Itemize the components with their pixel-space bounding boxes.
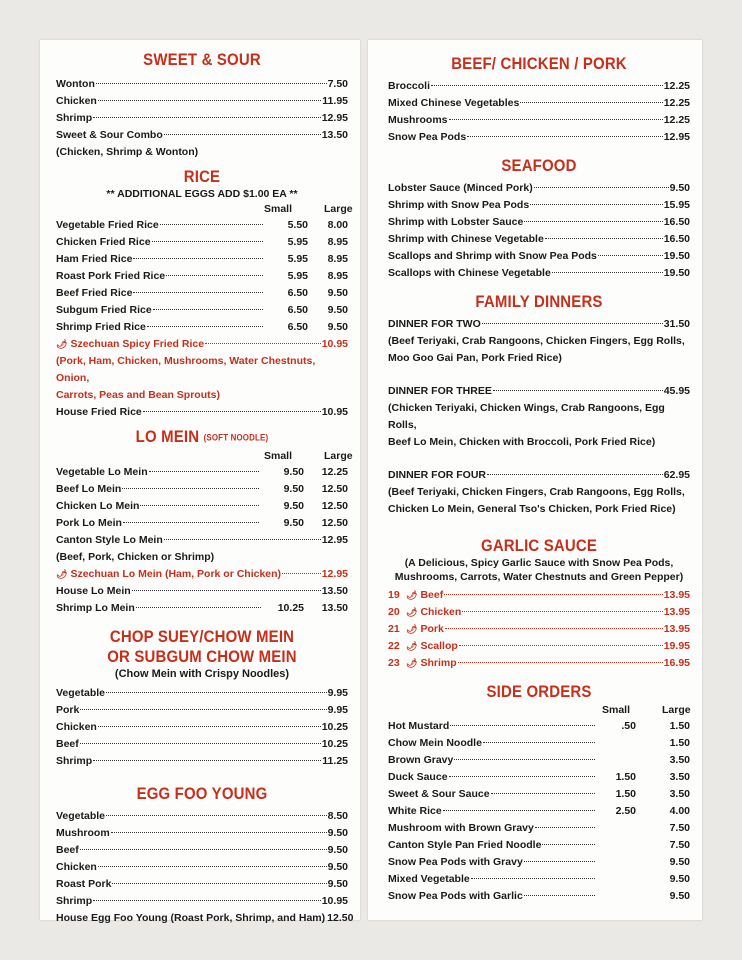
menu-item bbox=[388, 718, 690, 735]
item-name: Ham Fried Rice bbox=[56, 253, 133, 265]
menu-item bbox=[388, 655, 690, 672]
item-number: 20 bbox=[388, 606, 400, 618]
menu-item bbox=[56, 825, 348, 842]
item-name: Hot Mustard bbox=[388, 720, 450, 732]
item-price-large: 1.50 bbox=[669, 737, 690, 749]
section-title-chop-suey-1: CHOP SUEY/CHOW MEIN bbox=[109, 626, 295, 646]
menu-item bbox=[388, 383, 690, 400]
item-price-large: 4.00 bbox=[669, 805, 690, 817]
item-price: 12.25 bbox=[663, 114, 690, 126]
item-price-large: 1.50 bbox=[669, 720, 690, 732]
menu-item bbox=[56, 685, 348, 702]
menu-item bbox=[388, 871, 690, 888]
menu-item bbox=[56, 251, 348, 268]
item-name: Wonton bbox=[56, 78, 95, 90]
item-name: Chow Mein Noodle bbox=[388, 737, 482, 749]
item-price: 12.25 bbox=[663, 97, 690, 109]
item-price: 13.50 bbox=[321, 129, 348, 141]
menu-column-right bbox=[368, 40, 702, 920]
dinner-price: 45.95 bbox=[663, 385, 690, 397]
chili-pepper-icon: 🌶 bbox=[406, 607, 418, 617]
item-price-small: 5.95 bbox=[287, 236, 308, 248]
item-price-small: 1.50 bbox=[615, 788, 636, 800]
item-price: 19.50 bbox=[663, 250, 690, 262]
menu-item bbox=[56, 498, 348, 515]
menu-item bbox=[388, 621, 690, 638]
item-price: 12.25 bbox=[663, 80, 690, 92]
item-price-large: 12.50 bbox=[321, 516, 348, 529]
section-title-rice: RICE bbox=[183, 167, 221, 186]
item-price: 9.50 bbox=[327, 860, 348, 873]
item-name: Mushroom bbox=[56, 826, 110, 839]
item-price: 15.95 bbox=[663, 199, 690, 211]
item-name: Shrimp with Lobster Sauce bbox=[388, 216, 524, 228]
menu-item bbox=[388, 248, 690, 265]
section-title-beef-chicken-pork: BEEF/ CHICKEN / PORK bbox=[451, 54, 627, 73]
item-name: Pork Lo Mein bbox=[56, 516, 122, 529]
item-name: Brown Gravy bbox=[388, 754, 454, 766]
item-number: 19 bbox=[388, 589, 400, 601]
item-price-large: 8.00 bbox=[327, 219, 348, 231]
item-number: 23 bbox=[388, 657, 400, 669]
chili-pepper-icon: 🌶 bbox=[406, 590, 418, 600]
menu-item bbox=[388, 638, 690, 655]
dinner-description: (Beef Teriyaki, Crab Rangoons, Chicken Fingers, Egg Rolls, bbox=[388, 335, 685, 347]
canton-lo-mein-desc: (Beef, Pork, Chicken or Shrimp) bbox=[56, 550, 215, 563]
item-name: Broccoli bbox=[388, 80, 431, 92]
item-price-small: 6.50 bbox=[287, 287, 308, 299]
item-name: Shrimp Fried Rice bbox=[56, 321, 146, 333]
item-name: Roast Pork bbox=[56, 877, 112, 890]
item-price: 9.50 bbox=[327, 826, 348, 839]
item-name: Pork bbox=[56, 703, 80, 716]
chili-pepper-icon: 🌶 bbox=[56, 568, 68, 579]
item-price: 10.25 bbox=[321, 720, 348, 733]
item-name: Beef bbox=[56, 737, 79, 750]
menu-item bbox=[56, 268, 348, 285]
item-price-small: 6.50 bbox=[287, 321, 308, 333]
menu-item bbox=[56, 702, 348, 719]
item-price: 16.50 bbox=[663, 216, 690, 228]
item-price-large: 9.50 bbox=[327, 287, 348, 299]
item-price-large: 9.50 bbox=[669, 873, 690, 885]
rice-note: ** ADDITIONAL EGGS ADD $1.00 EA ** bbox=[106, 188, 298, 200]
menu-item bbox=[388, 95, 690, 112]
menu-item bbox=[56, 76, 348, 93]
section-title-egg-foo-young: EGG FOO YOUNG bbox=[136, 783, 268, 803]
menu-item bbox=[388, 78, 690, 95]
item-name: Chicken bbox=[56, 720, 97, 733]
menu-item bbox=[388, 837, 690, 854]
menu-item bbox=[388, 604, 690, 621]
col-small-label: Small bbox=[602, 704, 631, 716]
combo-description: (Chicken, Shrimp & Wonton) bbox=[56, 146, 199, 158]
menu-item bbox=[388, 197, 690, 214]
chili-pepper-icon: 🌶 bbox=[406, 641, 418, 651]
dinner-name: DINNER FOR FOUR bbox=[388, 469, 486, 481]
item-name: Vegetable bbox=[56, 809, 106, 822]
chili-pepper-icon: 🌶 bbox=[406, 658, 418, 668]
menu-item bbox=[56, 515, 348, 532]
item-name: Mushroom with Brown Gravy bbox=[388, 822, 534, 834]
menu-item bbox=[56, 110, 348, 127]
menu-item bbox=[56, 808, 348, 825]
item-name: Roast Pork Fried Rice bbox=[56, 270, 166, 282]
dinner-description: Moo Goo Gai Pan, Pork Fried Rice) bbox=[388, 352, 562, 364]
dinner-description: (Chicken Teriyaki, Chicken Wings, Crab Rangoons, Egg Rolls, bbox=[388, 402, 665, 431]
item-price-large: 12.50 bbox=[321, 499, 348, 512]
item-price: 10.95 bbox=[321, 894, 348, 907]
side-column-headers bbox=[388, 702, 690, 718]
item-price-large: 8.95 bbox=[327, 236, 348, 248]
menu-item bbox=[388, 786, 690, 803]
item-name: Duck Sauce bbox=[388, 771, 448, 783]
item-price: 16.95 bbox=[663, 657, 690, 669]
menu-item: House Fried Rice 10.95 bbox=[56, 406, 348, 418]
menu-item bbox=[56, 285, 348, 302]
menu-item bbox=[56, 876, 348, 893]
item-name: Chicken bbox=[56, 860, 97, 873]
section-title-lo-mein: LO MEIN (SOFT NOODLE) bbox=[135, 427, 269, 446]
item-name: White Rice bbox=[388, 805, 442, 817]
menu-item bbox=[388, 803, 690, 820]
menu-item bbox=[388, 265, 690, 282]
item-price-small: 9.50 bbox=[283, 465, 304, 478]
item-name: Scallops with Chinese Vegetable bbox=[388, 267, 551, 279]
item-price: 9.95 bbox=[327, 703, 348, 716]
item-number: 21 bbox=[388, 623, 400, 635]
item-name: Sweet & Sour Sauce bbox=[388, 788, 490, 800]
item-name: Shrimp bbox=[56, 754, 93, 767]
item-price: 12.95 bbox=[663, 131, 690, 143]
menu-item bbox=[56, 93, 348, 110]
item-price: 13.95 bbox=[663, 623, 690, 635]
item-price-small: 9.50 bbox=[283, 482, 304, 495]
item-name: Chicken Lo Mein bbox=[56, 499, 140, 512]
menu-item bbox=[56, 217, 348, 234]
szechuan-rice-desc-2: Carrots, Peas and Bean Sprouts) bbox=[56, 389, 220, 401]
item-price: 19.95 bbox=[663, 640, 690, 652]
item-name: Pork bbox=[420, 623, 444, 635]
item-price-small: 5.50 bbox=[287, 219, 308, 231]
item-price-large: 12.25 bbox=[321, 465, 348, 478]
menu-item bbox=[388, 735, 690, 752]
szechuan-rice-desc-1: (Pork, Ham, Chicken, Mushrooms, Water Chestnuts, Onion, bbox=[56, 355, 316, 384]
item-name: Snow Pea Pods with Gravy bbox=[388, 856, 523, 868]
item-price: 10.25 bbox=[321, 737, 348, 750]
menu-item bbox=[388, 180, 690, 197]
garlic-desc-2: Mushrooms, Carrots, Water Chestnuts and Green Pepper) bbox=[394, 571, 684, 583]
chili-pepper-icon: 🌶 bbox=[56, 339, 68, 349]
chili-pepper-icon: 🌶 bbox=[406, 624, 418, 634]
item-name: Subgum Fried Rice bbox=[56, 304, 152, 316]
col-small-label: Small bbox=[264, 449, 293, 462]
menu-item: 🌶 Szechuan Spicy Fried Rice 10.95 bbox=[56, 336, 348, 353]
item-price: 9.50 bbox=[327, 877, 348, 890]
section-title-garlic-sauce: GARLIC SAUCE bbox=[481, 536, 597, 555]
item-name: Shrimp bbox=[56, 112, 93, 124]
menu-item bbox=[388, 214, 690, 231]
section-title-side-orders: SIDE ORDERS bbox=[486, 682, 592, 701]
item-price-small: 9.50 bbox=[283, 499, 304, 512]
menu-item bbox=[56, 842, 348, 859]
dinner-name: DINNER FOR TWO bbox=[388, 318, 481, 330]
item-name: Shrimp bbox=[420, 657, 457, 669]
item-price-small: 6.50 bbox=[287, 304, 308, 316]
menu-item: Canton Style Lo Mein 12.95 bbox=[56, 533, 348, 546]
item-price-large: 8.95 bbox=[327, 270, 348, 282]
col-large-label: Large bbox=[324, 449, 353, 462]
garlic-desc-1: (A Delicious, Spicy Garlic Sauce with Snow Pea Pods, bbox=[404, 557, 674, 569]
menu-item bbox=[388, 316, 690, 333]
item-price: 12.95 bbox=[321, 112, 348, 124]
item-price: 7.50 bbox=[327, 78, 348, 90]
item-number: 22 bbox=[388, 640, 400, 652]
dinner-description: (Beef Teriyaki, Chicken Fingers, Crab Rangoons, Egg Rolls, bbox=[388, 486, 685, 498]
menu-item bbox=[56, 910, 354, 927]
col-large-label: Large bbox=[662, 704, 691, 716]
item-price-small: .50 bbox=[621, 720, 636, 732]
item-price-large: 3.50 bbox=[669, 771, 690, 783]
item-name: House Egg Foo Young (Roast Pork, Shrimp, and Ham) bbox=[56, 911, 326, 924]
dinner-description: Beef Lo Mein, Chicken with Broccoli, Pork Fried Rice) bbox=[388, 436, 656, 448]
dinner-price: 31.50 bbox=[663, 318, 690, 330]
item-name: Beef bbox=[420, 589, 444, 601]
menu-item bbox=[56, 319, 348, 336]
menu-item bbox=[56, 464, 348, 481]
item-price-small: 1.50 bbox=[615, 771, 636, 783]
menu-item bbox=[388, 888, 690, 905]
section-title-chop-suey-2: OR SUBGUM CHOW MEIN bbox=[107, 646, 297, 666]
item-price-small: 5.95 bbox=[287, 270, 308, 282]
menu-item bbox=[56, 481, 348, 498]
lo-mein-column-headers bbox=[56, 448, 353, 464]
rice-column-headers bbox=[56, 201, 353, 217]
item-name: Canton Style Pan Fried Noodle bbox=[388, 839, 542, 851]
item-name: Sweet & Sour Combo bbox=[56, 129, 163, 141]
item-price-large: 7.50 bbox=[669, 822, 690, 834]
item-price: 13.95 bbox=[663, 606, 690, 618]
menu-item bbox=[56, 302, 348, 319]
item-price: 12.50 bbox=[327, 911, 354, 924]
item-price-large: 7.50 bbox=[669, 839, 690, 851]
item-name: Chicken Fried Rice bbox=[56, 236, 151, 248]
item-price-large: 9.50 bbox=[669, 890, 690, 902]
item-price: 9.50 bbox=[327, 843, 348, 856]
item-name: Shrimp with Chinese Vegetable bbox=[388, 233, 544, 245]
item-name: Snow Pea Pods bbox=[388, 131, 467, 143]
item-name: Mixed Vegetable bbox=[388, 873, 470, 885]
section-title-family-dinners: FAMILY DINNERS bbox=[475, 292, 603, 311]
item-price-small: 2.50 bbox=[615, 805, 636, 817]
menu-column-left bbox=[40, 40, 360, 924]
menu-item bbox=[56, 234, 348, 251]
item-price-large: 3.50 bbox=[669, 754, 690, 766]
item-price: 11.95 bbox=[322, 95, 348, 107]
menu-item bbox=[388, 854, 690, 871]
item-price-large: 9.50 bbox=[327, 321, 348, 333]
menu-item bbox=[56, 127, 348, 144]
menu-item bbox=[56, 893, 348, 910]
menu-item bbox=[388, 467, 690, 484]
menu-item bbox=[388, 769, 690, 786]
section-title-sweet-sour: SWEET & SOUR bbox=[143, 50, 261, 69]
item-name: Mixed Chinese Vegetables bbox=[388, 97, 520, 109]
item-price: 13.95 bbox=[663, 589, 690, 601]
chop-suey-note: (Chow Mein with Crispy Noodles) bbox=[114, 667, 290, 680]
item-name: Chicken bbox=[56, 95, 97, 107]
menu-item: 🌶 Szechuan Lo Mein (Ham, Pork or Chicken) 12.95 bbox=[56, 566, 348, 583]
item-name: Shrimp bbox=[56, 894, 93, 907]
item-price-large: 9.50 bbox=[327, 304, 348, 316]
item-price-large: 8.95 bbox=[327, 253, 348, 265]
item-price: 8.50 bbox=[327, 809, 348, 822]
menu-item bbox=[56, 736, 348, 753]
menu-item: House Lo Mein 13.50 bbox=[56, 584, 348, 597]
menu-item: Shrimp Lo Mein 10.25 13.50 bbox=[56, 601, 348, 614]
item-name: Scallop bbox=[420, 640, 458, 652]
dinner-price: 62.95 bbox=[663, 469, 690, 481]
item-price: 16.50 bbox=[663, 233, 690, 245]
dinner-description: Chicken Lo Mein, General Tso's Chicken, Pork Fried Rice) bbox=[388, 503, 676, 515]
item-price-large: 3.50 bbox=[669, 788, 690, 800]
item-price-large: 9.50 bbox=[669, 856, 690, 868]
dinner-name: DINNER FOR THREE bbox=[388, 385, 492, 397]
menu-item bbox=[388, 587, 690, 604]
menu-item bbox=[388, 129, 690, 146]
menu-item bbox=[388, 820, 690, 837]
item-name: Beef Fried Rice bbox=[56, 287, 133, 299]
menu-item bbox=[388, 752, 690, 769]
item-name: Beef Lo Mein bbox=[56, 482, 122, 495]
col-small-label: Small bbox=[264, 203, 293, 215]
item-name: Snow Pea Pods with Garlic bbox=[388, 890, 523, 902]
menu-item bbox=[56, 753, 348, 770]
item-name: Vegetable Lo Mein bbox=[56, 465, 148, 478]
item-name: Vegetable bbox=[56, 686, 106, 699]
item-name: Chicken bbox=[420, 606, 462, 618]
item-price: 11.25 bbox=[322, 754, 348, 767]
item-name: Mushrooms bbox=[388, 114, 448, 126]
item-price: 19.50 bbox=[663, 267, 690, 279]
item-price: 9.95 bbox=[327, 686, 348, 699]
item-name: Beef bbox=[56, 843, 79, 856]
col-large-label: Large bbox=[324, 203, 353, 215]
menu-item bbox=[56, 719, 348, 736]
item-price-small: 9.50 bbox=[283, 516, 304, 529]
item-name: Vegetable Fried Rice bbox=[56, 219, 159, 231]
section-title-seafood: SEAFOOD bbox=[501, 156, 577, 175]
item-price-small: 5.95 bbox=[287, 253, 308, 265]
menu-item bbox=[56, 859, 348, 876]
item-price: 9.50 bbox=[669, 182, 690, 194]
item-name: Scallops and Shrimp with Snow Pea Pods bbox=[388, 250, 597, 262]
item-name: Shrimp with Snow Pea Pods bbox=[388, 199, 530, 211]
menu-item bbox=[388, 112, 690, 129]
item-name: Lobster Sauce (Minced Pork) bbox=[388, 182, 533, 194]
menu-item bbox=[388, 231, 690, 248]
item-price-large: 12.50 bbox=[321, 482, 348, 495]
